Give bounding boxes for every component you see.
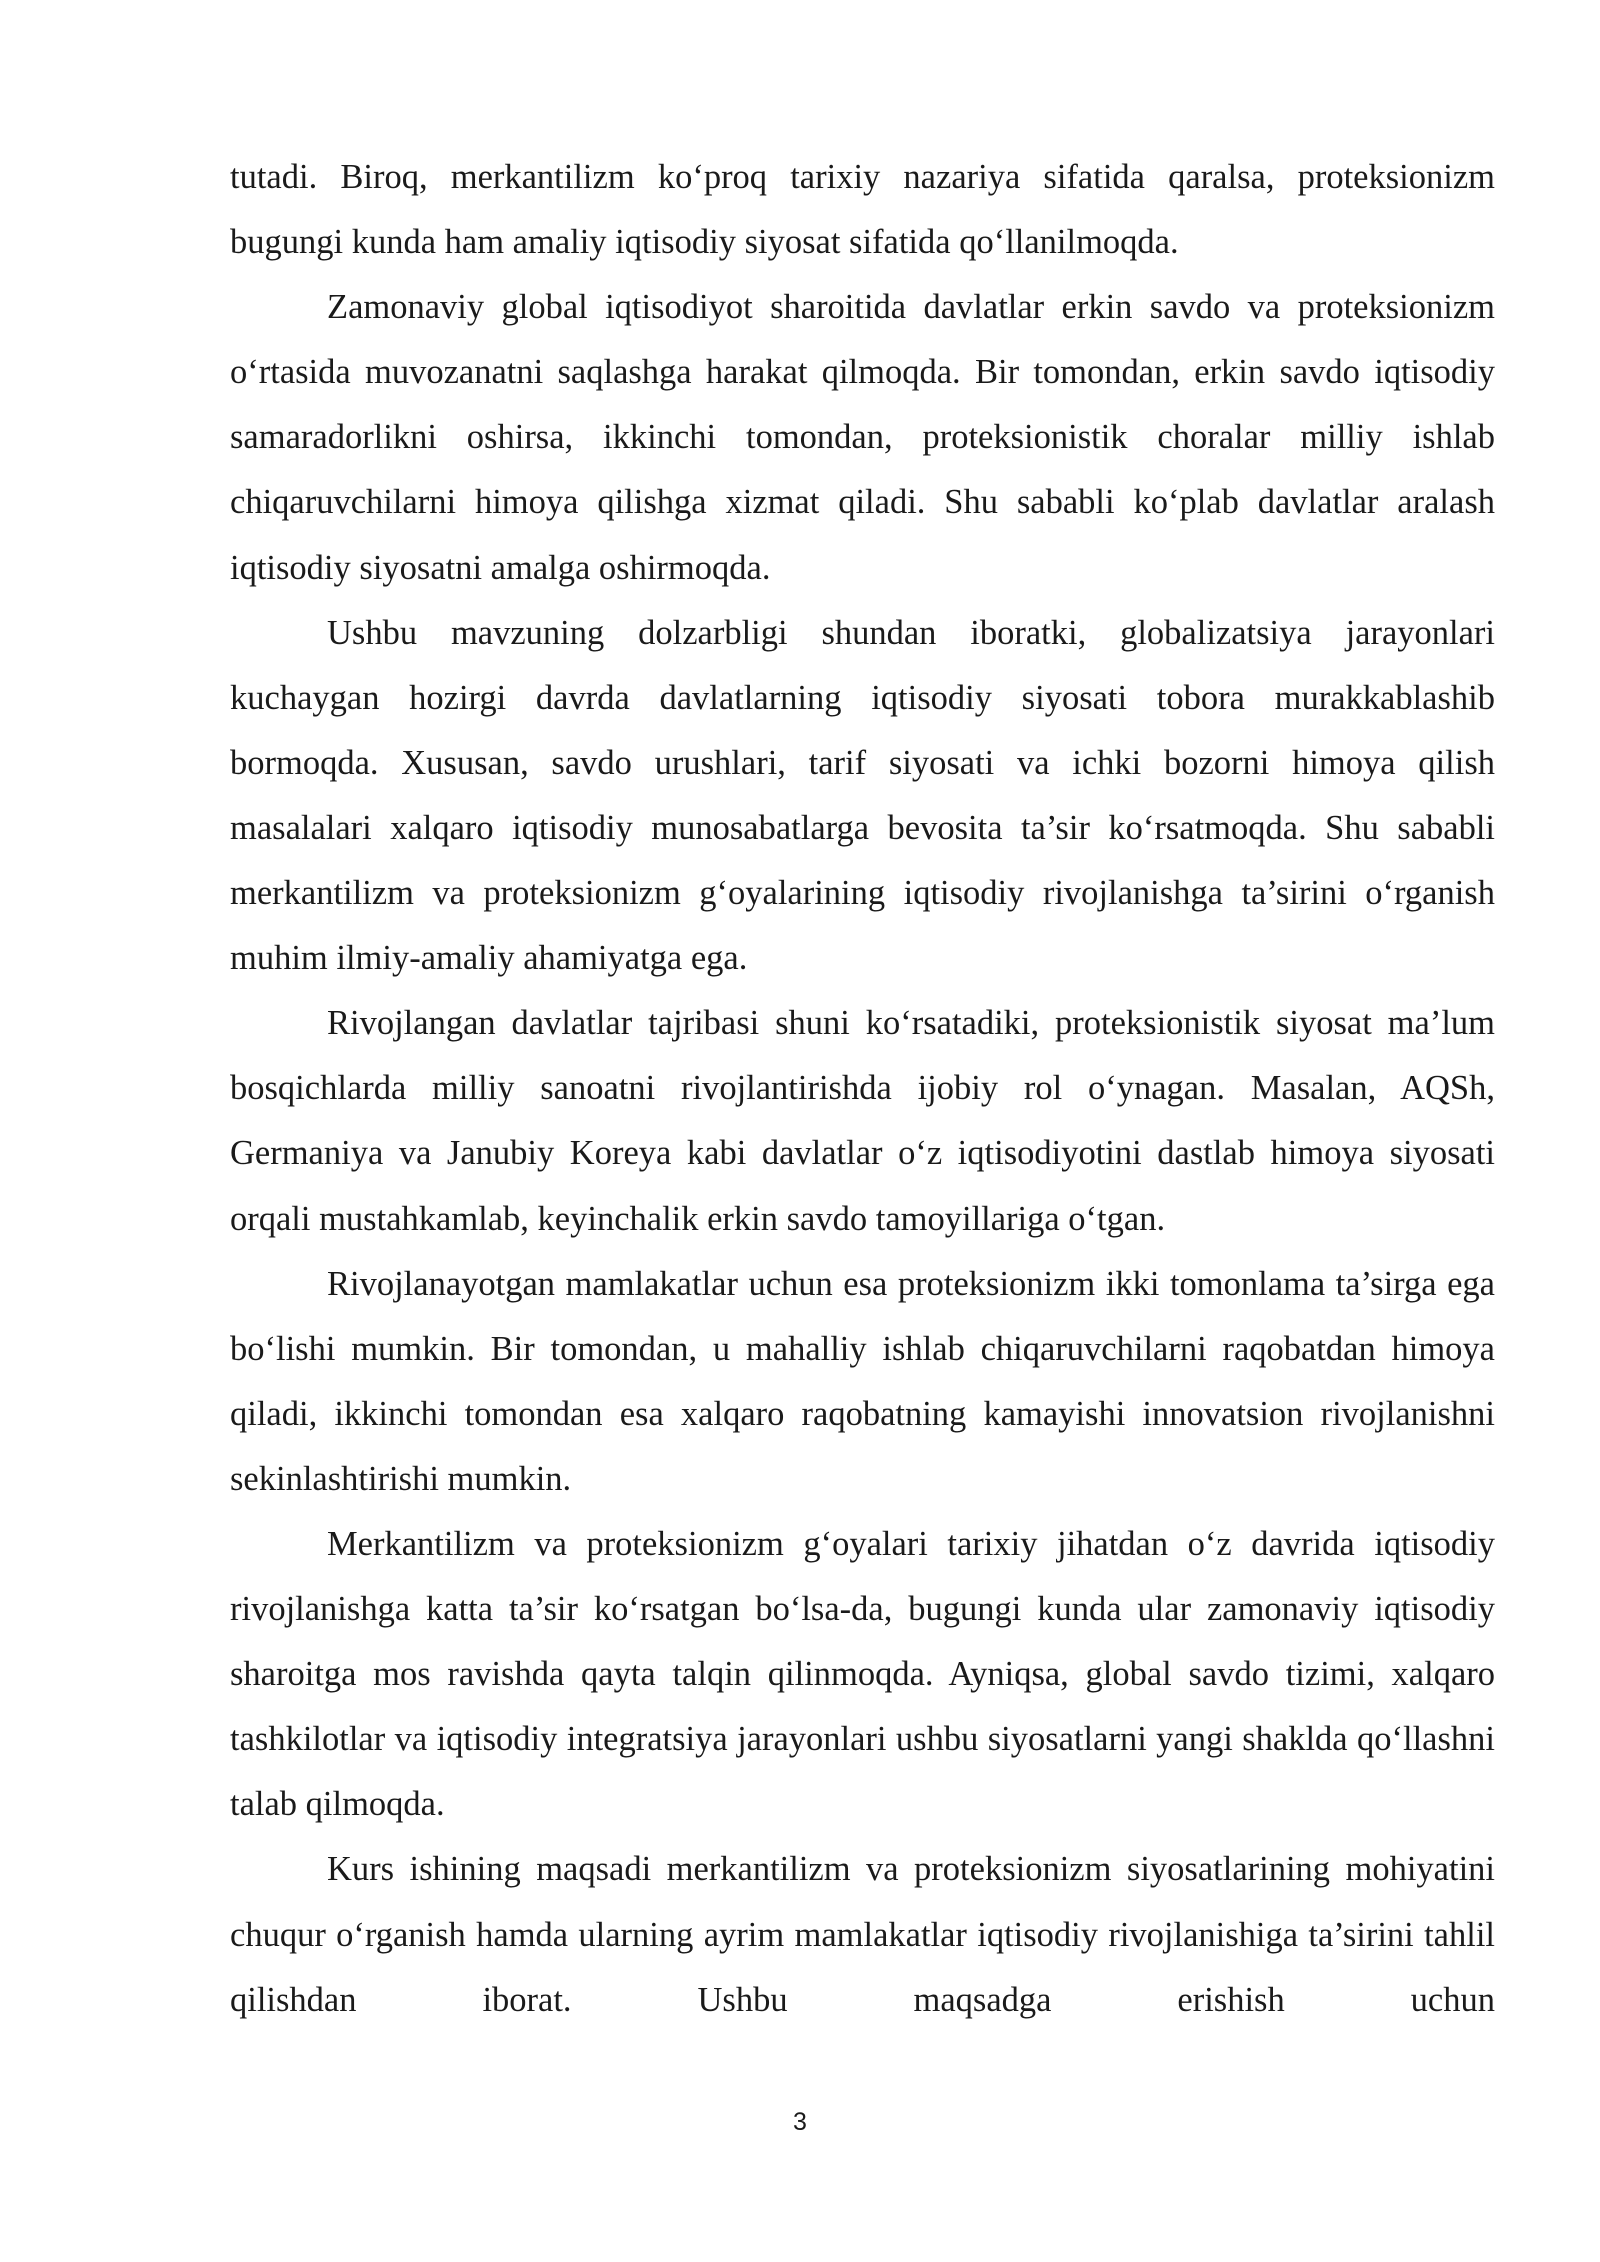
paragraph: Zamonaviy global iqtisodiyot sharoitida davlatlar erkin savdo va proteksionizm o‘rtasida muvozanatni saqlashga harakat qilmoqda. Bir tomondan, erkin savdo iqtisodiy samaradorlikni oshirsa, ikkinchi tomondan, proteksionistik choralar milliy ishlab chiqaruvchilarni himoya qilishga xizmat qiladi. Shu sababli ko‘plab davlatlar aralash iqtisodiy siyosatni amalga oshirmoqda. — [230, 288, 1495, 587]
paragraph: Ushbu mavzuning dolzarbligi shundan iboratki, globalizatsiya jarayonlari kuchaygan hozirgi davrda davlatlarning iqtisodiy siyosati tobora murakkablashib bormoqda. Xususan, savdo urushlari, tarif siyosati va ichki bozorni himoya qilish masalalari xalqaro iqtisodiy munosabatlarga bevosita ta’sir ko‘rsatmoqda. Shu sababli merkantilizm va proteksionizm g‘oyalarining iqtisodiy rivojlanishga ta’sirini o‘rganish muhim ilmiy-amaliy ahamiyatga ega. — [230, 613, 1495, 978]
paragraph-continued: tutadi. Biroq, merkantilizm ko‘proq tarixiy nazariya sifatida qaralsa, proteksionizm bugungi kunda ham amaliy iqtisodiy siyosat sifatida qo‘llanilmoqda. — [230, 158, 1495, 262]
paragraph-continues-next-page: Kurs ishining maqsadi merkantilizm va proteksionizm siyosatlarining mohiyatini chuqur o‘rganish hamda ularning ayrim mamlakatlar iqtisodiy rivojlanishiga ta’sirini tahlil qilishdan iborat. Ushbu maqsadga erishish uchun — [230, 1850, 1495, 2019]
paragraph: Rivojlangan davlatlar tajribasi shuni ko‘rsatadiki, proteksionistik siyosat ma’lum bosqichlarda milliy sanoatni rivojlantirishda ijobiy rol o‘ynagan. Masalan, AQSh, Germaniya va Janubiy Koreya kabi davlatlar o‘z iqtisodiyotini dastlab himoya siyosati orqali mustahkamlab, keyinchalik erkin savdo tamoyillariga o‘tgan. — [230, 1004, 1495, 1238]
paragraph: Merkantilizm va proteksionizm g‘oyalari tarixiy jihatdan o‘z davrida iqtisodiy rivojlanishga katta ta’sir ko‘rsatgan bo‘lsa-da, bugungi kunda ular zamonaviy iqtisodiy sharoitga mos ravishda qayta talqin qilinmoqda. Ayniqsa, global savdo tizimi, xalqaro tashkilotlar va iqtisodiy integratsiya jarayonlari ushbu siyosatlarni yangi shaklda qo‘llashni talab qilmoqda. — [230, 1524, 1495, 1824]
body-text — [230, 145, 1495, 2033]
page-number: 3 — [793, 2108, 807, 2136]
paragraph: Rivojlanayotgan mamlakatlar uchun esa proteksionizm ikki tomonlama ta’sirga ega bo‘lishi mumkin. Bir tomondan, u mahalliy ishlab chiqaruvchilarni raqobatdan himoya qiladi, ikkinchi tomondan esa xalqaro raqobatning kamayishi innovatsion rivojlanishni sekinlashtirishi mumkin. — [230, 1264, 1495, 1498]
